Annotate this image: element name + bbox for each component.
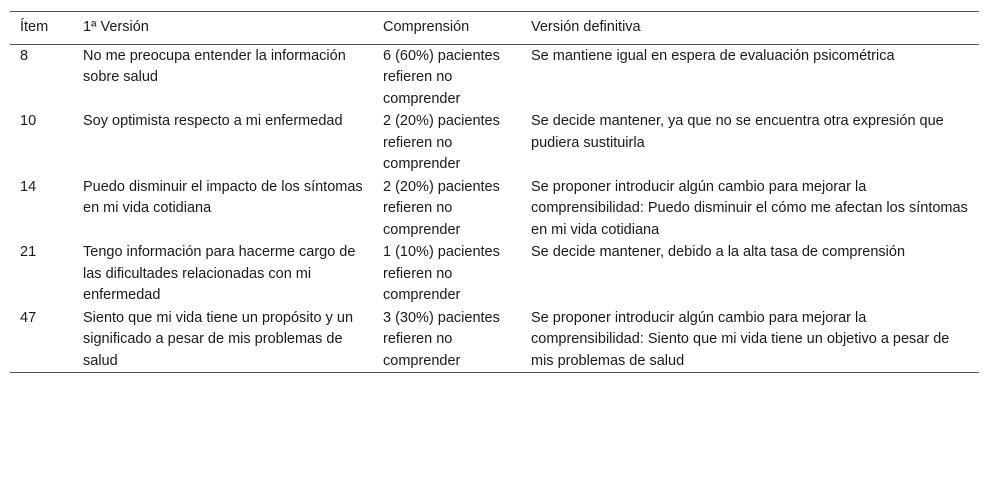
table-row (10, 110, 979, 176)
table-header (10, 12, 979, 45)
header-item: Ítem (20, 19, 49, 35)
table-body (10, 44, 979, 373)
cell-first-version: Siento que mi vida tiene un propósito y un significado a pesar de mis problemas de salud (83, 309, 354, 369)
cell-first-version: No me preocupa entender la información sobre salud (83, 47, 346, 85)
cell-comprehension: 1 (10%) pacientes refieren no comprender (383, 244, 500, 303)
table-row (10, 176, 979, 242)
cell-comprehension: 2 (20%) pacientes refieren no comprender (383, 113, 500, 172)
cell-item: 10 (20, 113, 37, 129)
header-first-version: 1ª Versión (83, 19, 149, 35)
table-row (10, 241, 979, 307)
item-comprehension-table (10, 11, 979, 373)
cell-item: 8 (20, 47, 29, 64)
cell-item: 21 (20, 244, 37, 260)
cell-final-version: Se decide mantener, ya que no se encuentra otra expresión que pudiera sustituirla (531, 113, 944, 151)
header-final-version: Versión definitiva (531, 19, 641, 35)
table-row (10, 307, 979, 373)
table-container (10, 11, 979, 373)
cell-item: 14 (20, 178, 37, 195)
cell-comprehension: 3 (30%) pacientes refieren no comprender (383, 309, 500, 369)
cell-comprehension: 2 (20%) pacientes refieren no comprender (383, 178, 500, 238)
cell-comprehension: 6 (60%) pacientes refieren no comprender (383, 47, 500, 107)
header-row (10, 12, 979, 45)
cell-final-version: Se mantiene igual en espera de evaluación psicométrica (531, 47, 895, 64)
cell-first-version: Soy optimista respecto a mi enfermedad (83, 113, 343, 129)
cell-item: 47 (20, 309, 37, 326)
header-comprehension: Comprensión (383, 19, 470, 35)
cell-first-version: Puedo disminuir el impacto de los síntomas en mi vida cotidiana (83, 178, 363, 216)
cell-final-version: Se decide mantener, debido a la alta tasa de comprensión (531, 244, 906, 260)
cell-final-version: Se proponer introducir algún cambio para mejorar la comprensibilidad: Siento que mi vida tiene un objetivo a pesar de mis problemas de salud (531, 309, 950, 369)
cell-final-version: Se proponer introducir algún cambio para mejorar la comprensibilidad: Puedo disminuir el cómo me afectan los síntomas en mi vida cotidiana (531, 178, 968, 238)
table-row (10, 44, 979, 110)
cell-first-version: Tengo información para hacerme cargo de las dificultades relacionadas con mi enfermedad (83, 244, 356, 303)
